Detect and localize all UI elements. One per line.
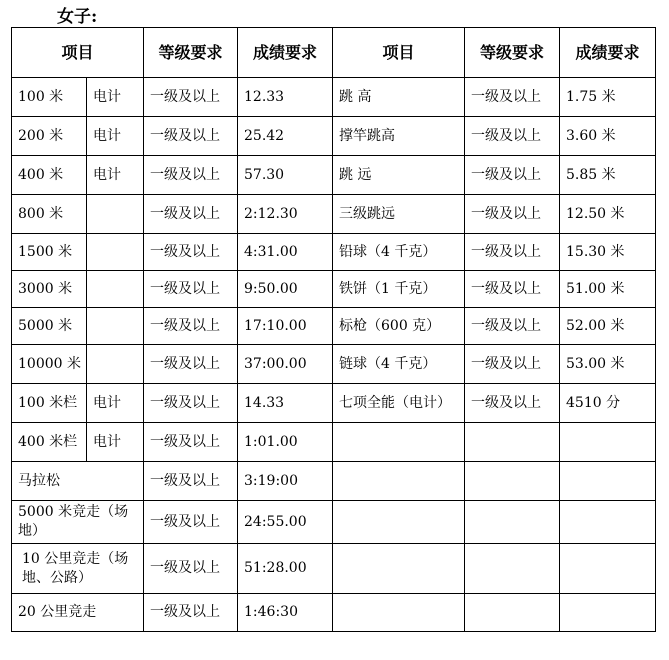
event-cell-2: 三级跳远: [333, 195, 465, 234]
empty-cell: [465, 544, 560, 594]
score-cell: 37:00.00: [238, 345, 333, 384]
event-cell: 3000 米: [12, 271, 87, 308]
level-cell: 一级及以上: [144, 345, 238, 384]
event-cell-2: 铅球（4 千克）: [333, 234, 465, 271]
table-row: [12, 234, 656, 271]
level-cell-2: 一级及以上: [465, 271, 560, 308]
timing-cell: 电计: [87, 78, 144, 117]
table-row: [12, 308, 656, 345]
score-cell-2: 51.00 米: [560, 271, 656, 308]
header-event-2: 项目: [333, 28, 465, 78]
level-cell: 一级及以上: [144, 544, 238, 594]
level-cell: 一级及以上: [144, 117, 238, 156]
score-cell-2: 15.30 米: [560, 234, 656, 271]
level-cell: 一级及以上: [144, 234, 238, 271]
level-cell: 一级及以上: [144, 308, 238, 345]
event-cell-2: 标枪（600 克）: [333, 308, 465, 345]
table-row: [12, 384, 656, 423]
event-cell: 5000 米: [12, 308, 87, 345]
event-cell-2: 撑竿跳高: [333, 117, 465, 156]
score-cell: 1:01.00: [238, 423, 333, 462]
event-cell: 马拉松: [12, 462, 144, 501]
event-cell: 100 米: [12, 78, 87, 117]
score-cell-2: 4510 分: [560, 384, 656, 423]
event-cell: 5000 米竞走（场地）: [12, 501, 144, 544]
level-cell-2: 一级及以上: [465, 234, 560, 271]
level-cell: 一级及以上: [144, 501, 238, 544]
level-cell-2: 一级及以上: [465, 384, 560, 423]
event-cell-2: [333, 423, 465, 462]
header-level-2: 等级要求: [465, 28, 560, 78]
event-cell: 10 公里竞走（场地、公路）: [12, 544, 144, 594]
score-cell: 12.33: [238, 78, 333, 117]
score-cell: 57.30: [238, 156, 333, 195]
level-cell-2: 一级及以上: [465, 195, 560, 234]
level-cell: 一级及以上: [144, 594, 238, 632]
event-cell: 800 米: [12, 195, 87, 234]
header-score-2: 成绩要求: [560, 28, 656, 78]
timing-cell: 电计: [87, 117, 144, 156]
empty-cell: [465, 594, 560, 632]
timing-cell: 电计: [87, 384, 144, 423]
score-cell: 14.33: [238, 384, 333, 423]
score-cell: 1:46:30: [238, 594, 333, 632]
score-cell-2: 1.75 米: [560, 78, 656, 117]
table-row: [12, 271, 656, 308]
score-cell: 51:28.00: [238, 544, 333, 594]
score-cell-2: 3.60 米: [560, 117, 656, 156]
level-cell: 一级及以上: [144, 384, 238, 423]
level-cell-2: 一级及以上: [465, 156, 560, 195]
empty-cell: [333, 544, 465, 594]
level-cell: 一级及以上: [144, 195, 238, 234]
score-cell: 2:12.30: [238, 195, 333, 234]
empty-cell: [333, 501, 465, 544]
event-cell-2: 铁饼（1 千克）: [333, 271, 465, 308]
table-row: [12, 594, 656, 632]
empty-cell: [560, 544, 656, 594]
table-row: [12, 78, 656, 117]
score-cell: 9:50.00: [238, 271, 333, 308]
table-row: [12, 501, 656, 544]
empty-cell: [333, 462, 465, 501]
level-cell-2: 一级及以上: [465, 308, 560, 345]
score-cell-2: 52.00 米: [560, 308, 656, 345]
event-cell: 20 公里竞走: [12, 594, 144, 632]
score-cell: 24:55.00: [238, 501, 333, 544]
table-row: [12, 117, 656, 156]
timing-cell: [87, 308, 144, 345]
level-cell: 一级及以上: [144, 271, 238, 308]
timing-cell: [87, 195, 144, 234]
level-cell-2: 一级及以上: [465, 345, 560, 384]
score-cell-2: 5.85 米: [560, 156, 656, 195]
table-row: [12, 544, 656, 594]
header-score: 成绩要求: [238, 28, 333, 78]
event-cell: 100 米栏: [12, 384, 87, 423]
empty-cell: [560, 594, 656, 632]
score-cell-2: [560, 423, 656, 462]
level-cell: 一级及以上: [144, 78, 238, 117]
timing-cell: [87, 345, 144, 384]
event-cell: 400 米栏: [12, 423, 87, 462]
level-cell: 一级及以上: [144, 462, 238, 501]
event-cell: 10000 米: [12, 345, 87, 384]
event-cell-2: 链球（4 千克）: [333, 345, 465, 384]
level-cell: 一级及以上: [144, 423, 238, 462]
level-cell-2: 一级及以上: [465, 117, 560, 156]
table-row: [12, 423, 656, 462]
score-cell-2: 12.50 米: [560, 195, 656, 234]
table-row: [12, 195, 656, 234]
level-cell-2: 一级及以上: [465, 78, 560, 117]
timing-cell: [87, 234, 144, 271]
score-cell: 4:31.00: [238, 234, 333, 271]
table-row: [12, 156, 656, 195]
score-cell: 25.42: [238, 117, 333, 156]
empty-cell: [465, 462, 560, 501]
event-cell-2: 跳 高: [333, 78, 465, 117]
header-event: 项目: [12, 28, 144, 78]
event-cell-2: 跳 远: [333, 156, 465, 195]
event-cell: 1500 米: [12, 234, 87, 271]
level-cell-2: [465, 423, 560, 462]
timing-cell: [87, 271, 144, 308]
header-level: 等级要求: [144, 28, 238, 78]
event-cell: 400 米: [12, 156, 87, 195]
empty-cell: [465, 501, 560, 544]
score-cell: 3:19:00: [238, 462, 333, 501]
section-title: 女子:: [57, 7, 98, 27]
table-row: [12, 462, 656, 501]
score-cell: 17:10.00: [238, 308, 333, 345]
score-cell-2: 53.00 米: [560, 345, 656, 384]
event-cell-2: 七项全能（电计）: [333, 384, 465, 423]
timing-cell: 电计: [87, 156, 144, 195]
standards-table: [11, 27, 656, 632]
empty-cell: [560, 501, 656, 544]
event-cell: 200 米: [12, 117, 87, 156]
table-row: [12, 345, 656, 384]
level-cell: 一级及以上: [144, 156, 238, 195]
empty-cell: [560, 462, 656, 501]
empty-cell: [333, 594, 465, 632]
timing-cell: 电计: [87, 423, 144, 462]
